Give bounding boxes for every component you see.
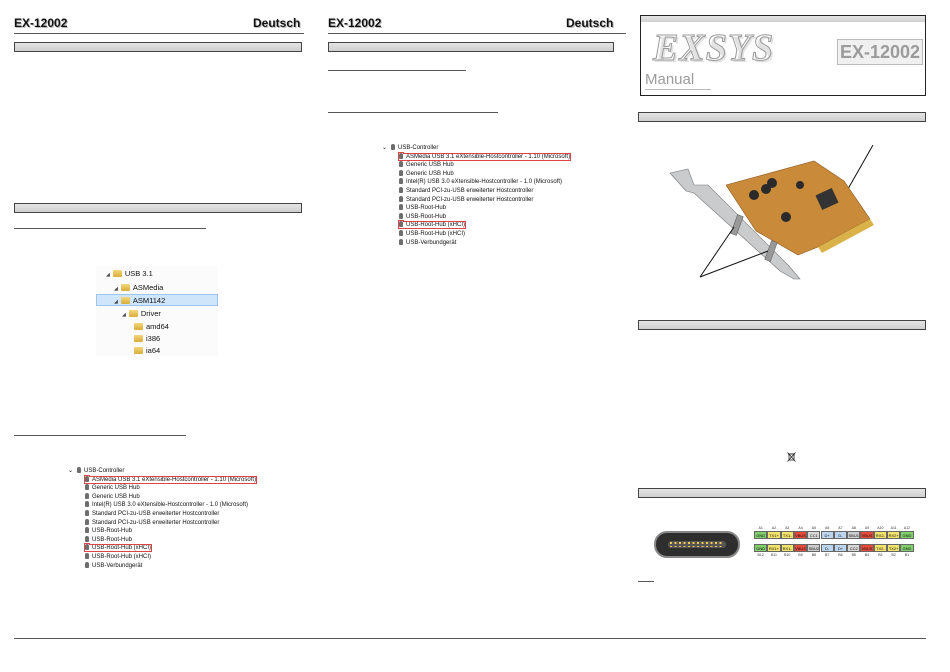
pin-cell: D+: [821, 531, 834, 539]
chevron-down-icon: ⌄: [382, 145, 388, 151]
right-section-bar-2: [638, 320, 926, 330]
tree-item[interactable]: [85, 519, 256, 528]
right-section-bar-3: [638, 488, 926, 498]
folder-item[interactable]: [122, 309, 161, 318]
folder-label: ASMedia: [132, 283, 164, 292]
tree-item[interactable]: [399, 196, 570, 205]
pin-number: A1: [758, 526, 763, 530]
tree-item[interactable]: [399, 204, 570, 213]
tree-item[interactable]: [399, 161, 570, 170]
tree-item-label: Generic USB Hub: [406, 170, 454, 177]
left-section-bar-2: [14, 203, 302, 213]
usb-icon: [85, 562, 89, 568]
pin-cell: SBU2: [808, 546, 820, 551]
pin-number: B2: [891, 553, 896, 557]
pin-number: B7: [825, 553, 830, 557]
folder-icon: [129, 310, 138, 317]
collapse-triangle-icon: ◢: [106, 272, 110, 278]
pin-cell: GND: [900, 544, 913, 552]
pointer-line: [700, 227, 734, 277]
folder-item[interactable]: [134, 346, 160, 355]
pin-cell: TX1-: [781, 531, 794, 539]
usb-icon: [399, 178, 403, 184]
usb-icon: [399, 213, 403, 219]
pin-number: A3: [785, 526, 790, 530]
folder-label: Driver: [140, 309, 161, 318]
tree-item-label: Standard PCI-zu-USB erweiterter Hostcontroller: [406, 187, 534, 194]
pin-cell: CC1: [807, 531, 820, 539]
usb-icon: [85, 553, 89, 559]
middle-header-rule: [328, 33, 626, 34]
tree-item-label: USB-Verbundgerät: [406, 239, 457, 246]
pin-number: A2: [771, 526, 777, 530]
manual-label: Manual: [645, 71, 695, 88]
usb-icon: [399, 161, 403, 167]
tree-item[interactable]: [85, 476, 256, 485]
manual-underline: [645, 89, 711, 90]
usb-icon: [391, 144, 395, 150]
pcie-card-illustration: [668, 145, 884, 280]
usb-icon: [85, 536, 89, 542]
pin-number: A10: [877, 526, 884, 530]
pin-cell: VBUS: [795, 533, 806, 538]
pin-number: A4: [798, 526, 803, 530]
pin-number: B6: [838, 553, 843, 557]
pin-number: A6: [825, 526, 830, 530]
pin-number: B5: [851, 553, 856, 557]
pin-number: B12: [757, 553, 764, 557]
tree-item[interactable]: [399, 187, 570, 196]
pin-cell: GND: [754, 544, 767, 552]
pin-cell: VBUS: [795, 546, 806, 551]
tree-item[interactable]: [399, 230, 570, 239]
usb-icon: [399, 204, 403, 210]
tree-item[interactable]: [85, 562, 256, 571]
collapse-triangle-icon: ◢: [114, 299, 118, 305]
connector-tongue: [668, 541, 726, 548]
capacitor: [767, 178, 777, 188]
tree-root-label: USB-Controller: [398, 145, 439, 151]
left-underline-2: [14, 435, 186, 436]
pin-cell: D-: [821, 544, 834, 552]
pin-cell: TX2-: [874, 544, 887, 552]
cover-model: EX-12002: [839, 42, 921, 62]
middle-underline-1: [328, 70, 466, 71]
pin-cell: RX1-: [781, 544, 794, 552]
pin-cell: RX2-: [874, 531, 887, 539]
tree-item-label: ASMedia USB 3.1 eXtensible-Hostcontroller - 1.10 (Microsoft): [92, 476, 257, 483]
tree-item[interactable]: [399, 213, 570, 222]
folder-label: ASM1142: [132, 296, 166, 305]
tree-item[interactable]: [399, 178, 570, 187]
pin-number: B8: [811, 553, 816, 557]
right-underline: [638, 581, 654, 582]
pin-number: B10: [784, 553, 791, 557]
folder-icon: [134, 347, 143, 354]
folder-label: USB 3.1: [124, 269, 153, 278]
tree-root[interactable]: [68, 467, 256, 476]
usb-icon: [399, 153, 403, 159]
pin-cell: SBU1: [848, 533, 859, 538]
tree-item[interactable]: [85, 527, 256, 536]
tree-item-label: USB-Root-Hub (xHCI): [406, 230, 466, 237]
driver-folder-tree: [96, 266, 218, 356]
usb-icon: [85, 527, 89, 533]
folder-label: amd64: [146, 322, 169, 331]
folder-item-selected[interactable]: [114, 296, 165, 305]
folder-icon: [134, 323, 143, 330]
folder-item[interactable]: [134, 322, 169, 331]
collapse-triangle-icon: ◢: [114, 286, 118, 292]
pin-cell: D-: [834, 531, 847, 539]
right-section-bar-1: [638, 112, 926, 122]
left-header-rule: [14, 33, 304, 34]
left-underline-1: [14, 228, 206, 229]
capacitor: [781, 212, 791, 222]
pin-number: A11: [890, 526, 897, 530]
pin-cell: RX1+: [768, 546, 779, 551]
tree-item-label: Generic USB Hub: [406, 162, 454, 169]
tree-item-label: Standard PCI-zu-USB erweiterter Hostcontroller: [92, 510, 220, 517]
pin-cell: TX1+: [769, 533, 779, 538]
tree-item-label: ASMedia USB 3.1 eXtensible-Hostcontroller - 1.10 (Microsoft): [406, 153, 571, 160]
left-page-language: Deutsch: [253, 16, 301, 30]
usb-icon: [399, 239, 403, 245]
tree-item[interactable]: [399, 239, 570, 248]
middle-page-model: EX-12002: [328, 16, 382, 30]
tree-item-label: USB-Root-Hub (xHCI): [406, 222, 466, 229]
chevron-down-icon: ⌄: [68, 468, 74, 474]
pin-number: A8: [851, 526, 856, 530]
cover-top-band: [641, 16, 925, 22]
usb-icon: [399, 221, 403, 227]
tree-item[interactable]: [85, 501, 256, 510]
pin-cell: CC2: [847, 544, 860, 552]
tree-item-label: Generic USB Hub: [92, 485, 140, 492]
usb-icon: [85, 493, 89, 499]
cover-model-box: [837, 39, 923, 65]
usb-icon: [85, 519, 89, 525]
tree-item[interactable]: [85, 536, 256, 545]
tree-item-label: Standard PCI-zu-USB erweiterter Hostcontroller: [406, 196, 534, 203]
tree-root[interactable]: [382, 144, 570, 153]
collapse-triangle-icon: ◢: [122, 312, 126, 318]
folder-icon: [121, 297, 130, 304]
brand-logo: EXSYS: [653, 27, 775, 69]
tree-item[interactable]: [85, 493, 256, 502]
pointer-line: [700, 251, 768, 277]
pin-cell: VBUS: [861, 533, 873, 538]
capacitor: [749, 190, 759, 200]
tree-item[interactable]: [399, 153, 570, 162]
tree-item[interactable]: [85, 544, 256, 553]
usb-icon: [85, 484, 89, 490]
tree-item-label: USB-Root-Hub: [406, 205, 447, 212]
left-section-bar-1: [14, 42, 302, 52]
tree-item-label: Intel(R) USB 3.0 eXtensible-Hostcontroller - 1.0 (Microsoft): [406, 179, 563, 186]
capacitor: [796, 181, 804, 189]
tree-item-label: USB-Root-Hub: [406, 213, 447, 220]
pin-number: A12: [903, 526, 911, 530]
device-manager-tree-left: [68, 467, 256, 570]
pin-cell: GND: [754, 531, 767, 539]
tree-item-label: Generic USB Hub: [92, 493, 140, 500]
middle-section-bar: [328, 42, 614, 52]
device-manager-tree-middle: [382, 144, 570, 247]
tree-item[interactable]: [85, 484, 256, 493]
tree-item-label: Standard PCI-zu-USB erweiterter Hostcontroller: [92, 519, 220, 526]
usb-icon: [85, 501, 89, 507]
usb-icon: [77, 467, 81, 473]
tree-root-label: USB-Controller: [84, 468, 125, 474]
left-page-model: EX-12002: [14, 16, 68, 30]
tree-item[interactable]: [85, 510, 256, 519]
tree-item-label: USB-Root-Hub (xHCI): [92, 553, 152, 560]
pin-cell: RX2+: [888, 533, 899, 538]
pin-cell: TX2+: [888, 546, 899, 551]
folder-item[interactable]: [134, 334, 160, 343]
usb-icon: [85, 510, 89, 516]
pin-cell: VBUS: [861, 546, 873, 551]
pin-cell: GND: [900, 531, 913, 539]
folder-icon: [121, 284, 130, 291]
tree-item-label: USB-Root-Hub: [92, 536, 133, 543]
folder-icon: [113, 270, 122, 277]
folder-label: i386: [146, 334, 161, 343]
tree-item-label: USB-Root-Hub: [92, 528, 133, 535]
usb-icon: [399, 187, 403, 193]
usb-icon: [399, 170, 403, 176]
pin-number: B4: [864, 553, 870, 557]
folder-label: ia64: [146, 346, 161, 355]
cover-box: [640, 15, 926, 96]
middle-page-language: Deutsch: [566, 16, 614, 30]
pin-number: A9: [864, 526, 870, 530]
pin-number: B3: [878, 553, 883, 557]
usbc-pin-table: [754, 526, 914, 564]
crossed-bin-icon: [787, 452, 796, 462]
pin-number: A5: [811, 526, 816, 530]
folder-icon: [134, 335, 143, 342]
pin-number: B1: [904, 553, 910, 557]
pin-number: B11: [770, 553, 777, 557]
pin-number: B9: [798, 553, 803, 557]
tree-item[interactable]: [399, 221, 570, 230]
folder-item[interactable]: [106, 269, 153, 278]
usb-icon: [399, 230, 403, 236]
tree-item-label: USB-Root-Hub (xHCI): [92, 545, 152, 552]
usb-icon: [85, 544, 89, 550]
tree-item[interactable]: [85, 553, 256, 562]
usb-icon: [399, 196, 403, 202]
tree-item-label: USB-Verbundgerät: [92, 562, 143, 569]
usb-icon: [85, 476, 89, 482]
usbc-connector-drawing: [654, 531, 740, 558]
middle-underline-2: [328, 112, 498, 113]
pin-number: A7: [838, 526, 843, 530]
tree-item[interactable]: [399, 170, 570, 179]
pin-cell: D+: [834, 544, 847, 552]
footer-rule: [14, 638, 926, 639]
folder-item[interactable]: [114, 283, 163, 292]
tree-item-label: Intel(R) USB 3.0 eXtensible-Hostcontroller - 1.0 (Microsoft): [92, 502, 249, 509]
